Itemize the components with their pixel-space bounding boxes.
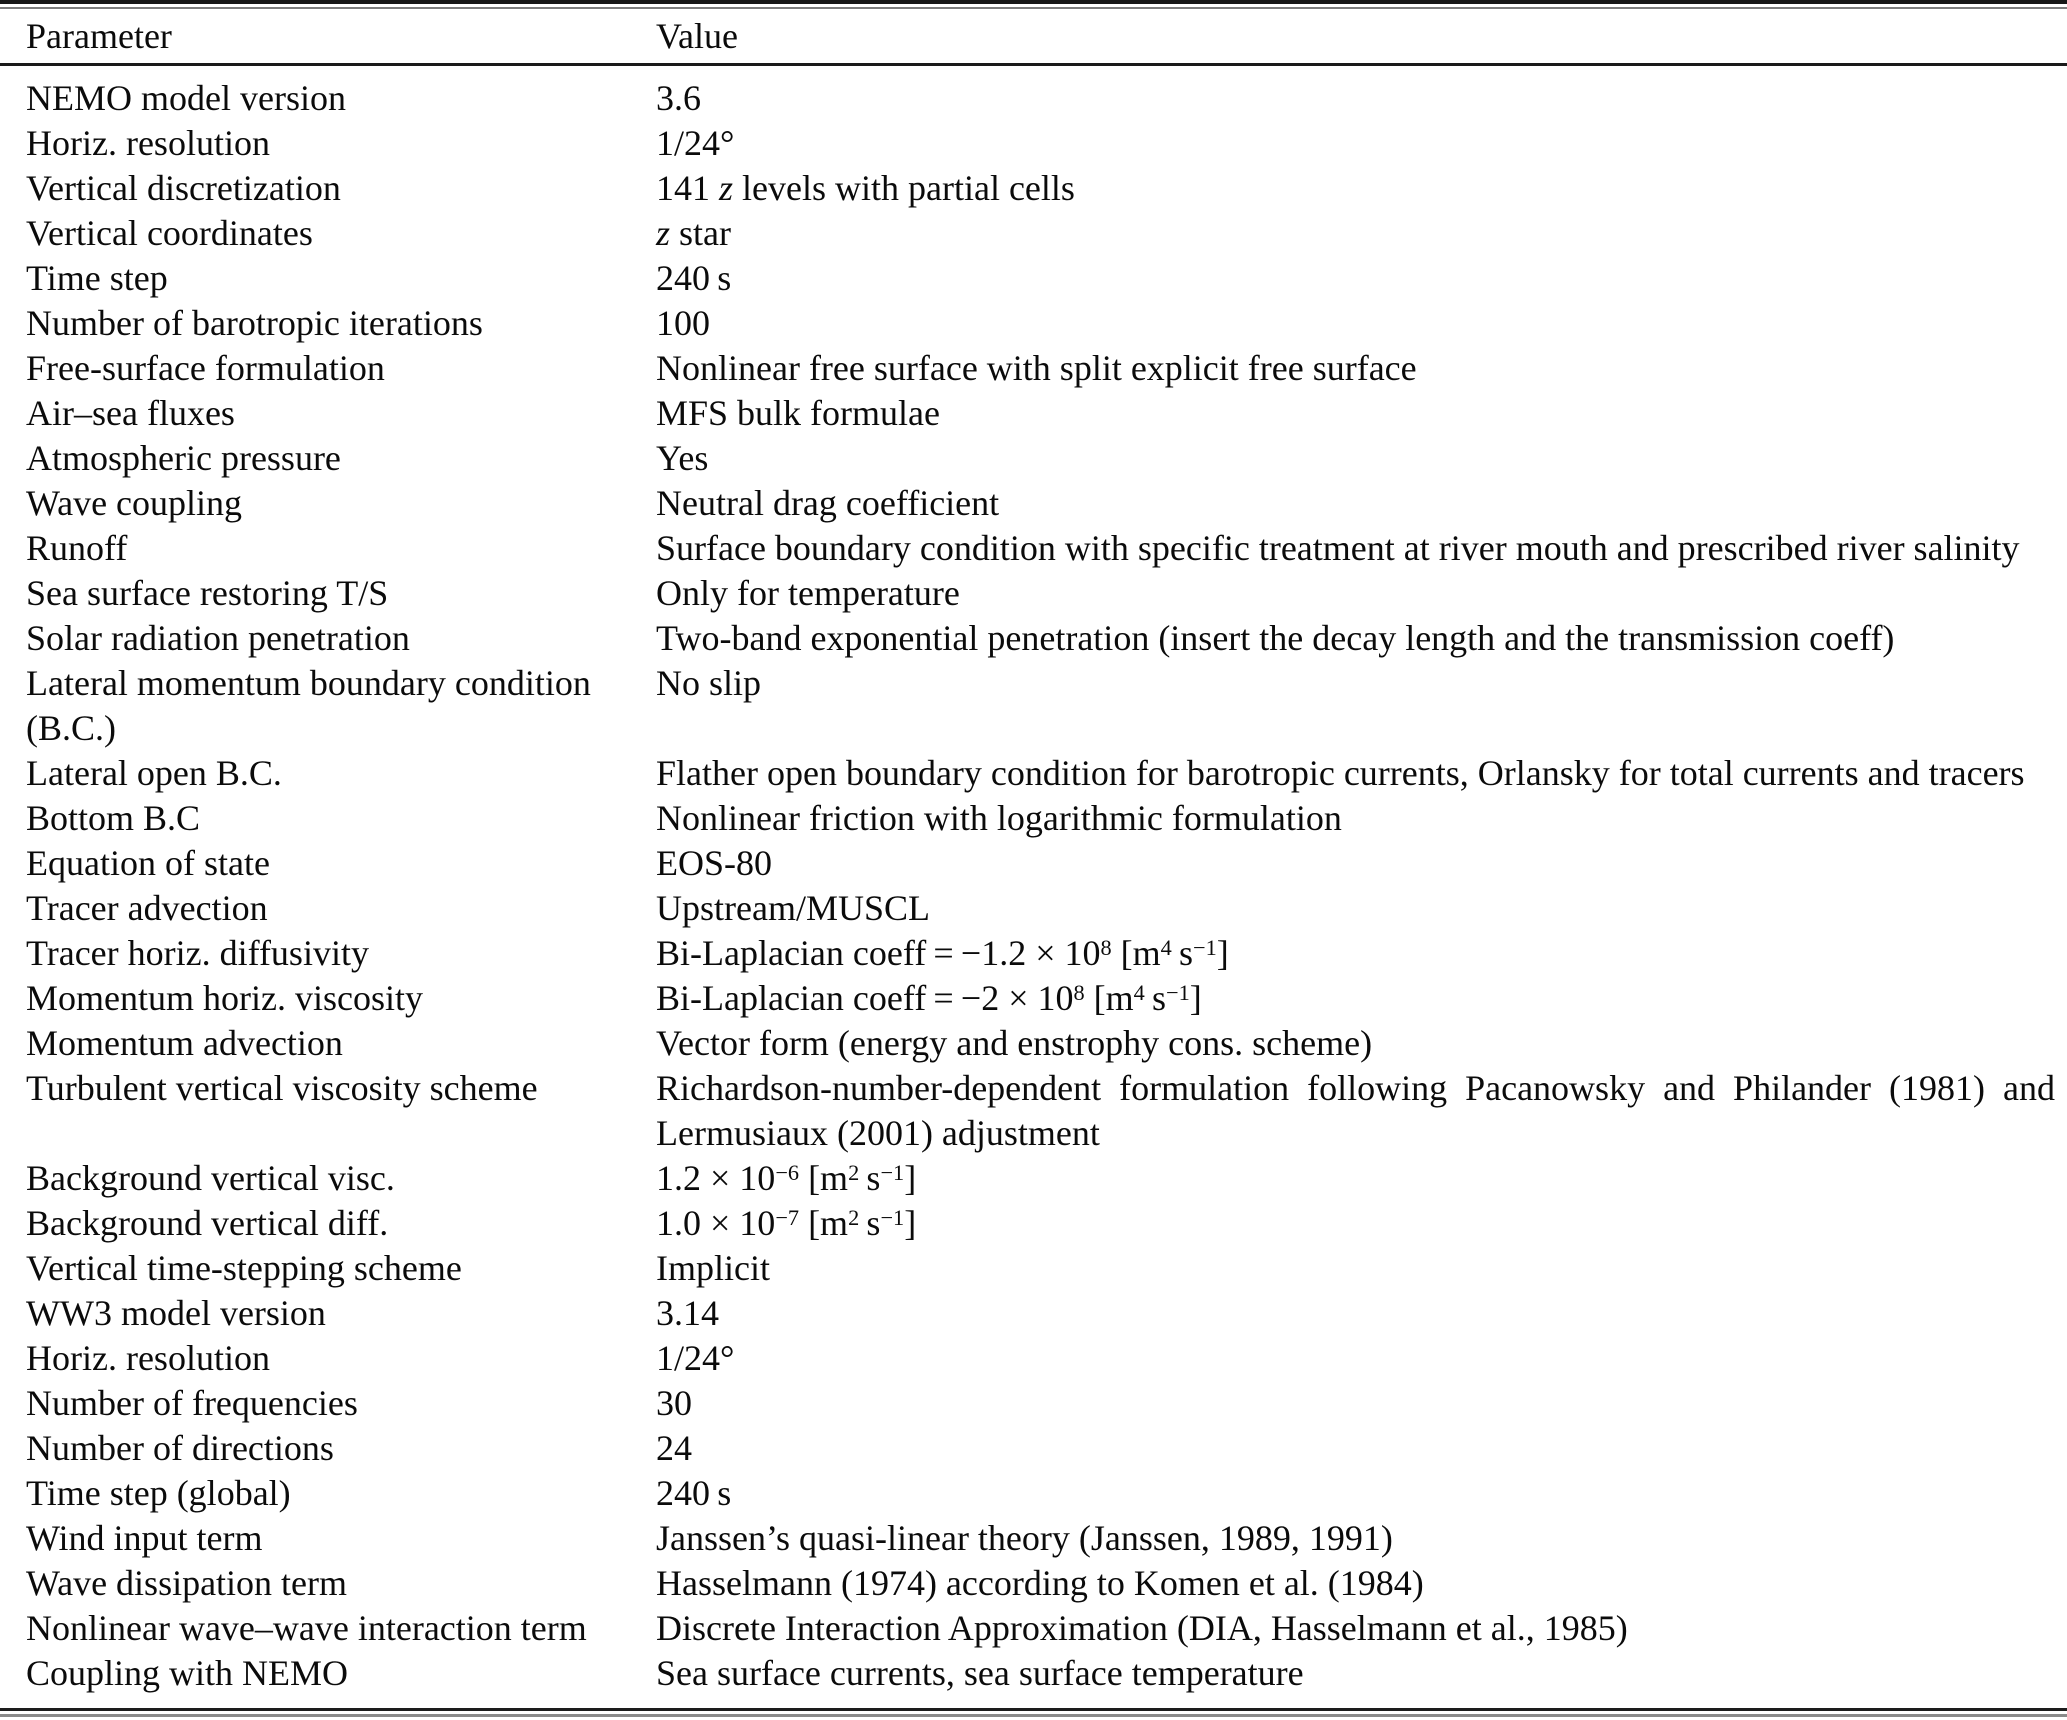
value-cell: Only for temperature [656,573,960,613]
value-cell: Sea surface currents, sea surface temperature [656,1653,1304,1693]
table-row [26,1021,2055,1066]
value-cell: Bi-Laplacian coeff = $-1.2 \times 10^8$ [$m^4$ $s^{-1}$] [656,933,1229,973]
value-cell: 240 s [656,258,732,298]
table-row [26,121,2055,166]
value-cell: MFS bulk formulae [656,393,940,433]
table-row [26,1336,2055,1381]
parameter-cell: Free-surface formulation [26,348,385,388]
value-cell: No slip [656,663,762,703]
parameter-cell: Coupling with NEMO [26,1653,349,1693]
table-row [26,1066,2055,1156]
value-cell: z star [656,213,731,253]
table-row [26,886,2055,931]
parameter-cell: Bottom B.C [26,798,201,838]
parameter-cell: Lateral open B.C. [26,753,282,793]
parameter-cell: WW3 model version [26,1293,326,1333]
table-row [26,526,2055,571]
parameter-cell: Vertical time-stepping scheme [26,1248,462,1288]
table-row [26,1291,2055,1336]
parameter-cell: Number of directions [26,1428,334,1468]
table-row [26,1606,2055,1651]
parameter-cell: Time step [26,258,168,298]
table-row [26,616,2055,661]
value-cell: Bi-Laplacian coeff = $-2 \times 10^8$ [$m^4$ $s^{-1}$] [656,978,1202,1018]
table-row [26,436,2055,481]
bottom-double-rule [0,1708,2067,1717]
table-row [26,256,2055,301]
value-cell: Flather open boundary condition for barotropic currents, Orlansky for total currents and tracers [656,753,2025,793]
value-cell: Surface boundary condition with specific treatment at river mouth and prescribed river salinity [656,528,2020,568]
value-cell: Vector form (energy and enstrophy cons. scheme) [656,1023,1373,1063]
table-row [26,661,2055,751]
value-cell: Hasselmann (1974) according to Komen et al. (1984) [656,1563,1424,1603]
parameter-cell: Time step (global) [26,1473,291,1513]
value-cell: Yes [656,438,709,478]
table-row [26,751,2055,796]
table-row [26,76,2055,121]
parameter-cell: Tracer horiz. diffusivity [26,933,369,973]
value-cell: Neutral drag coefficient [656,483,1000,523]
parameter-cell: Momentum advection [26,1023,343,1063]
parameter-cell: Vertical discretization [26,168,341,208]
table-row [26,571,2055,616]
parameter-cell: Background vertical visc. [26,1158,395,1198]
parameter-cell: Number of barotropic iterations [26,303,483,343]
parameter-cell: Nonlinear wave–wave interaction term [26,1608,587,1648]
parameter-cell: Turbulent vertical viscosity scheme [26,1068,538,1108]
parameter-cell: Number of frequencies [26,1383,358,1423]
parameter-cell: Atmospheric pressure [26,438,341,478]
table-row [26,1381,2055,1426]
value-cell: $1.0 \times 10^{-7}$ [$m^2$ $s^{-1}$] [656,1203,917,1243]
parameter-cell: Horiz. resolution [26,123,270,163]
parameter-cell: Equation of state [26,843,270,883]
table-row [26,931,2055,976]
value-cell: 240 s [656,1473,732,1513]
table-body [0,66,2067,1708]
parameter-cell: Tracer advection [26,888,268,928]
parameter-cell: Solar radiation penetration [26,618,410,658]
top-double-rule [0,0,2067,9]
parameter-cell: Wave dissipation term [26,1563,348,1603]
value-cell: Discrete Interaction Approximation (DIA, Hasselmann et al., 1985) [656,1608,1628,1648]
value-cell: Implicit [656,1248,770,1288]
table-row [26,346,2055,391]
value-cell: Nonlinear free surface with split explicit free surface [656,348,1417,388]
table-row [26,796,2055,841]
value-cell: Two-band exponential penetration (insert the decay length and the transmission coeff) [656,618,1895,658]
table-row [26,211,2055,256]
table-row [26,1156,2055,1201]
parameter-cell: Air–sea fluxes [26,393,235,433]
value-cell: 100 [656,303,710,343]
parameter-cell: Lateral momentum boundary condition (B.C.) [26,663,591,748]
value-cell: 3.14 [656,1293,719,1333]
value-cell: Nonlinear friction with logarithmic formulation [656,798,1342,838]
table-row [26,1246,2055,1291]
parameter-cell: Horiz. resolution [26,1338,270,1378]
parameter-cell: Momentum horiz. viscosity [26,978,423,1018]
value-cell: 30 [656,1383,692,1423]
value-cell: 141 z levels with partial cells [656,168,1075,208]
table-row [26,976,2055,1021]
table-row [26,391,2055,436]
table-row [26,1201,2055,1246]
column-header-value: Value [656,16,738,56]
table-header-row [0,9,2067,66]
parameter-cell: Background vertical diff. [26,1203,389,1243]
parameter-cell: Runoff [26,528,128,568]
parameter-cell: Wave coupling [26,483,243,523]
parameter-cell: NEMO model version [26,78,346,118]
table-row [26,301,2055,346]
parameter-cell: Sea surface restoring T/S [26,573,389,613]
table-row [26,1516,2055,1561]
value-cell: 24 [656,1428,692,1468]
value-cell: 1/24° [656,1338,735,1378]
table-row [26,1426,2055,1471]
table-row [26,481,2055,526]
table-row [26,841,2055,886]
table-row [26,166,2055,211]
column-header-parameter: Parameter [26,16,172,56]
value-cell: Janssen’s quasi-linear theory (Janssen, 1989, 1991) [656,1518,1393,1558]
parameter-cell: Vertical coordinates [26,213,313,253]
value-cell: EOS-80 [656,843,772,883]
value-cell: 1/24° [656,123,735,163]
value-cell: Richardson-number-dependent formulation following Pacanowsky and Philander (1981) and Lermusiaux (2001) adjustment [656,1068,2055,1153]
value-cell: $1.2 \times 10^{-6}$ [$m^2$ $s^{-1}$] [656,1158,917,1198]
value-cell: Upstream/MUSCL [656,888,930,928]
table-row [26,1561,2055,1606]
value-cell: 3.6 [656,78,701,118]
parameter-cell: Wind input term [26,1518,263,1558]
table-row [26,1651,2055,1696]
table-row [26,1471,2055,1516]
